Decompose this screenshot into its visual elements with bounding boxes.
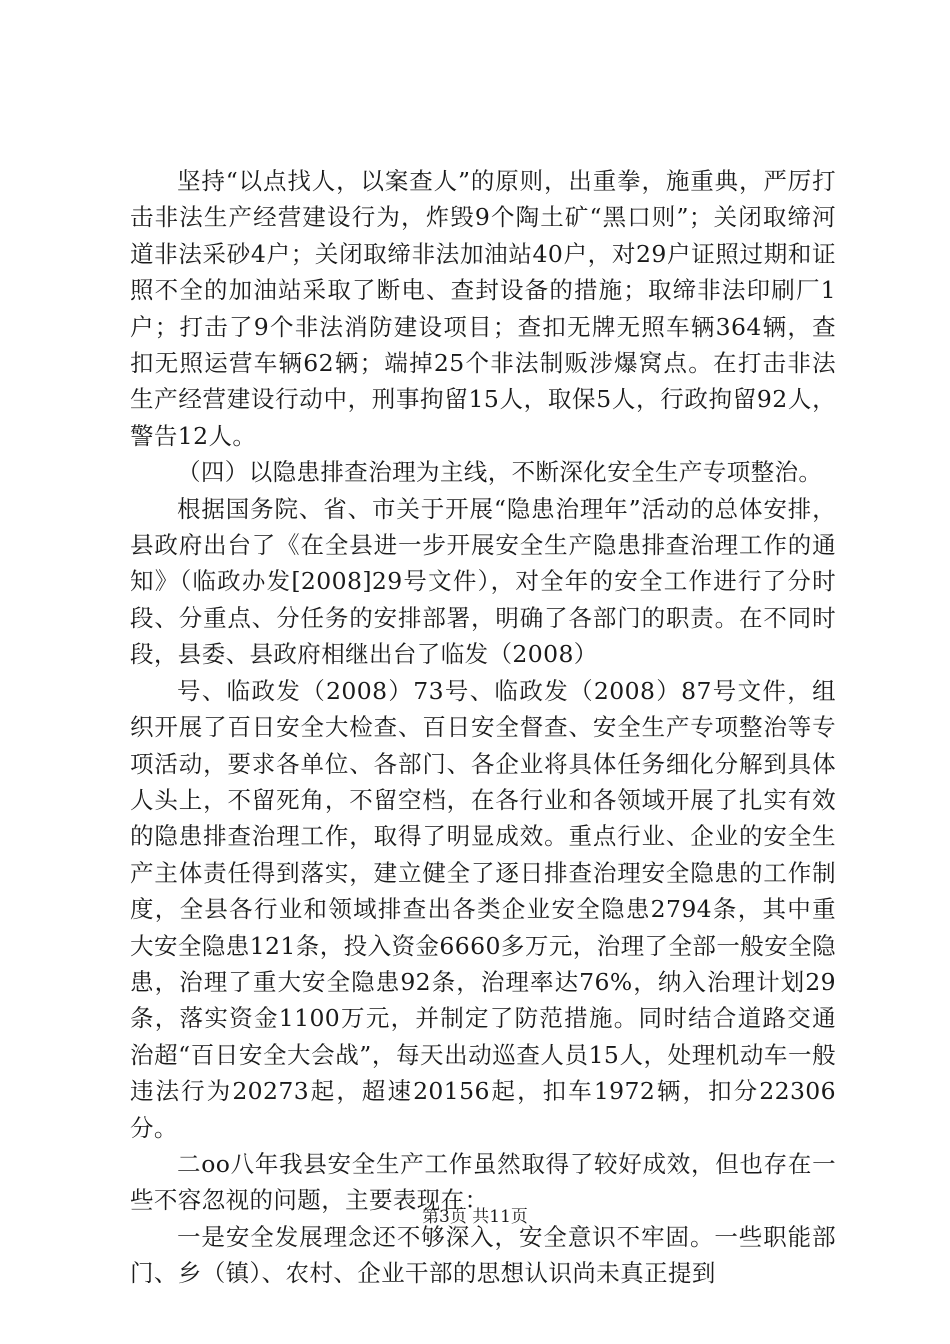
- paragraph-hazard-results: 号、临政发（2008）73号、临政发（2008）87号文件，组织开展了百日安全大检查、百日安全督查、安全生产专项整治等专项活动，要求各单位、各部门、各企业将具体任务细化分解到具体人头上，不留死角，不留空档，在各行业和各领域开展了扎实有效的隐患排查治理工作，取得了明显成效。重点行业、企业的安全生产主体责任得到落实，建立健全了逐日排查治理安全隐患的工作制度，全县各行业和领域排查出各类企业安全隐患2794条，其中重大安全隐患121条，投入资金6660多万元，治理了全部一般安全隐患，治理了重大安全隐患92条，治理率达76%，纳入治理计划29条，落实资金1100万元，并制定了防范措施。同时结合道路交通治超“百日安全大会战”，每天出动巡查人员15人，处理机动车一般违法行为20273起，超速20156起，扣车1972辆，扣分22306分。: [130, 676, 836, 1142]
- paragraph-problems-intro: 二oo八年我县安全生产工作虽然取得了较好成效，但也存在一些不容忽视的问题，主要表现在：: [130, 1149, 836, 1215]
- document-body: [130, 163, 836, 1292]
- paragraph-crackdown: 坚持“以点找人，以案查人”的原则，出重拳，施重典，严厉打击非法生产经营建设行为，炸毁9个陶土矿“黑口则”；关闭取缔河道非法采砂4户；关闭取缔非法加油站40户，对29户证照过期和证照不全的加油站采取了断电、查封设备的措施；取缔非法印刷厂1户；打击了9个非法消防建设项目；查扣无牌无照车辆364辆，查扣无照运营车辆62辆；端掉25个非法制贩涉爆窝点。在打击非法生产经营建设行动中，刑事拘留15人，取保5人，行政拘留92人，警告12人。: [130, 167, 836, 450]
- paragraph-hazard-notice: 根据国务院、省、市关于开展“隐患治理年”活动的总体安排，县政府出台了《在全县进一步开展安全生产隐患排查治理工作的通知》（临政办发[2008]29号文件），对全年的安全工作进行了分时段、分重点、分任务的安排部署，明确了各部门的职责。在不同时段，县委、县政府相继出台了临发（2008）: [130, 494, 836, 669]
- paragraph-problem-one: 一是安全发展理念还不够深入，安全意识不牢固。一些职能部门、乡（镇）、农村、企业干部的思想认识尚未真正提到: [130, 1222, 836, 1288]
- paragraph-section-heading-4: （四）以隐患排查治理为主线，不断深化安全生产专项整治。: [177, 458, 823, 487]
- page-number-footer: 第3页 共11页: [422, 1207, 528, 1227]
